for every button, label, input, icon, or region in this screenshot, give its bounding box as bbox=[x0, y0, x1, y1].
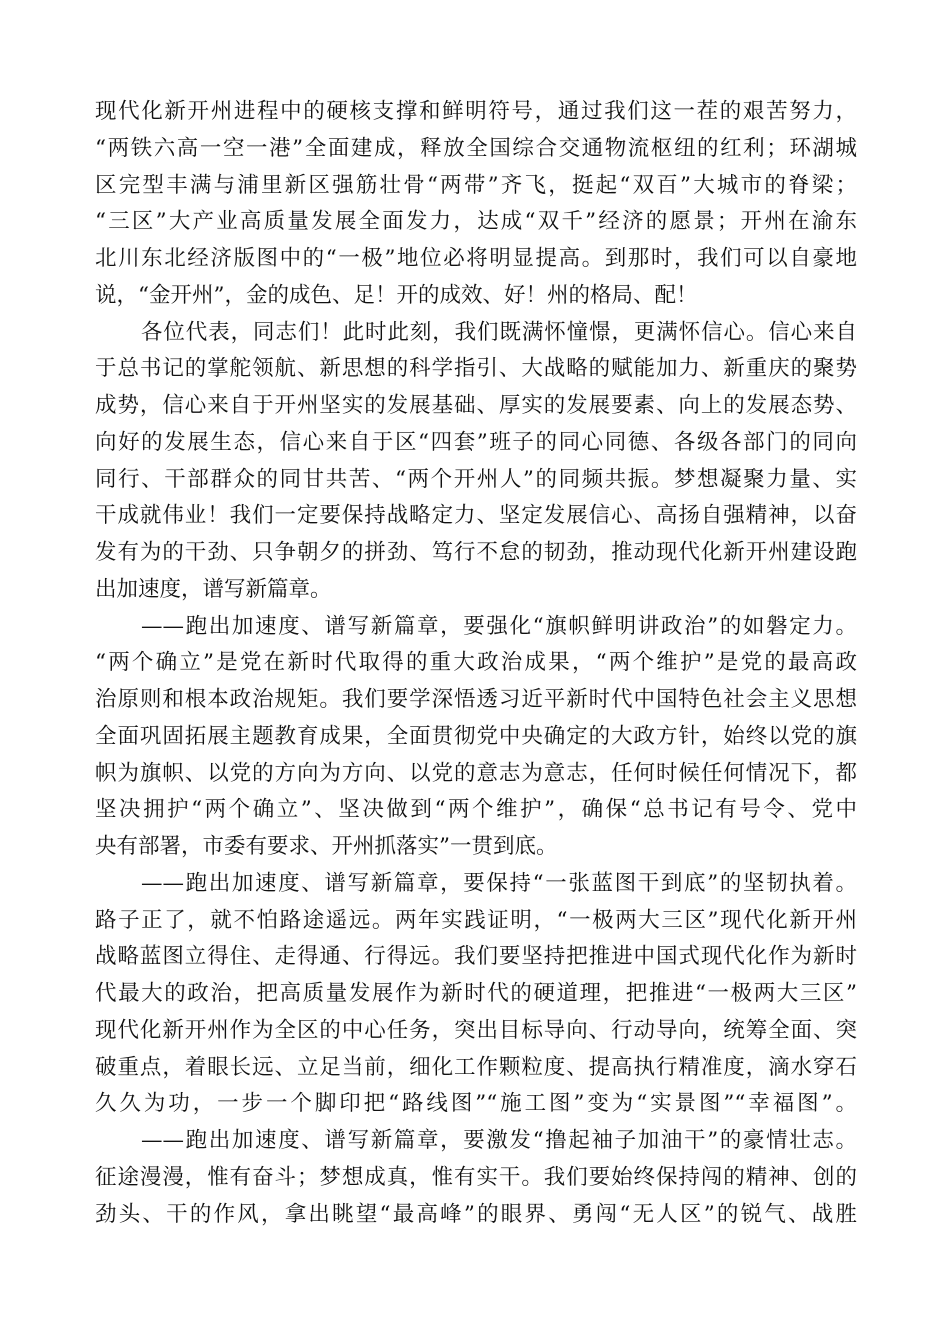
text-line: 路子正了，就不怕路途遥远。两年实践证明，“一极两大三区”现代化新开州 bbox=[95, 907, 857, 933]
text-line: 说，“金开州”，金的成色、足！开的成效、好！州的格局、配！ bbox=[95, 282, 698, 308]
text-line: 同行、干部群众的同甘共苦、“两个开州人”的同频共振。梦想凝聚力量、实 bbox=[95, 466, 857, 492]
text-line: 发有为的干劲、只争朝夕的拼劲、笃行不怠的韧劲，推动现代化新开州建设跑 bbox=[95, 540, 857, 565]
text-line: “三区”大产业高质量发展全面发力，达成“双千”经济的愿景；开州在渝东 bbox=[95, 209, 857, 235]
text-line: 央有部署，市委有要求、开州抓落实”一贯到底。 bbox=[95, 834, 558, 859]
text-line: 现代化新开州进程中的硬核支撑和鲜明符号，通过我们这一茬的艰苦努力， bbox=[95, 99, 857, 124]
text-line: 帜为旗帜、以党的方向为方向、以党的意志为意志，任何时候任何情况下，都 bbox=[95, 760, 857, 786]
text-line: 北川东北经济版图中的“一极”地位必将明显提高。到那时，我们可以自豪地 bbox=[95, 246, 857, 271]
text-line: 战略蓝图立得住、走得通、行得远。我们要坚持把推进中国式现代化作为新时 bbox=[95, 944, 857, 970]
text-line: 征途漫漫，惟有奋斗；梦想成真，惟有实干。我们要始终保持闯的精神、创的 bbox=[95, 1164, 857, 1190]
paragraph-first-line: ——跑出加速度、谱写新篇章，要激发“撸起袖子加油干”的豪情壮志。 bbox=[141, 1128, 857, 1153]
text-line: 治原则和根本政治规矩。我们要学深悟透习近平新时代中国特色社会主义思想 bbox=[95, 687, 857, 712]
text-line: 于总书记的掌舵领航、新思想的科学指引、大战略的赋能加力、新重庆的聚势 bbox=[95, 356, 857, 382]
text-line: 出加速度，谱写新篇章。 bbox=[95, 576, 332, 602]
text-line: 干成就伟业！我们一定要保持战略定力、坚定发展信心、高扬自强精神，以奋 bbox=[95, 503, 857, 529]
paragraph-first-line: 各位代表，同志们！此时此刻，我们既满怀憧憬，更满怀信心。信心来自 bbox=[141, 319, 857, 345]
text-line: 破重点，着眼长远、立足当前，细化工作颗粒度、提高执行精准度，滴水穿石 bbox=[95, 1054, 857, 1080]
text-line: 全面巩固拓展主题教育成果，全面贯彻党中央确定的大政方针，始终以党的旗 bbox=[95, 723, 857, 749]
text-line: 成势，信心来自于开州坚实的发展基础、厚实的发展要素、向上的发展态势、 bbox=[95, 393, 857, 418]
paragraph-first-line: ——跑出加速度、谱写新篇章，要保持“一张蓝图干到底”的坚韧执着。 bbox=[141, 870, 857, 896]
text-line: 区完型丰满与浦里新区强筋壮骨“两带”齐飞，挺起“双百”大城市的脊梁； bbox=[95, 172, 857, 198]
text-line: 劲头、干的作风，拿出眺望“最高峰”的眼界、勇闯“无人区”的锐气、战胜 bbox=[95, 1201, 857, 1227]
text-line: 久久为功，一步一个脚印把“路线图”“施工图”变为“实景图”“幸福图”。 bbox=[95, 1091, 857, 1117]
text-line: 向好的发展生态，信心来自于区“四套”班子的同心同德、各级各部门的同向 bbox=[95, 429, 857, 455]
text-line: “两个确立”是党在新时代取得的重大政治成果，“两个维护”是党的最高政 bbox=[95, 650, 857, 676]
text-line: 代最大的政治，把高质量发展作为新时代的硬道理，把推进“一极两大三区” bbox=[95, 981, 857, 1006]
text-line: “两铁六高一空一港”全面建成，释放全国综合交通物流枢纽的红利；环湖城 bbox=[95, 135, 857, 161]
text-line: 现代化新开州作为全区的中心任务，突出目标导向、行动导向，统筹全面、突 bbox=[95, 1017, 857, 1043]
text-line: 坚决拥护“两个确立”、坚决做到“两个维护”，确保“总书记有号令、党中 bbox=[95, 797, 857, 823]
paragraph-first-line: ——跑出加速度、谱写新篇章，要强化“旗帜鲜明讲政治”的如磐定力。 bbox=[141, 613, 857, 639]
